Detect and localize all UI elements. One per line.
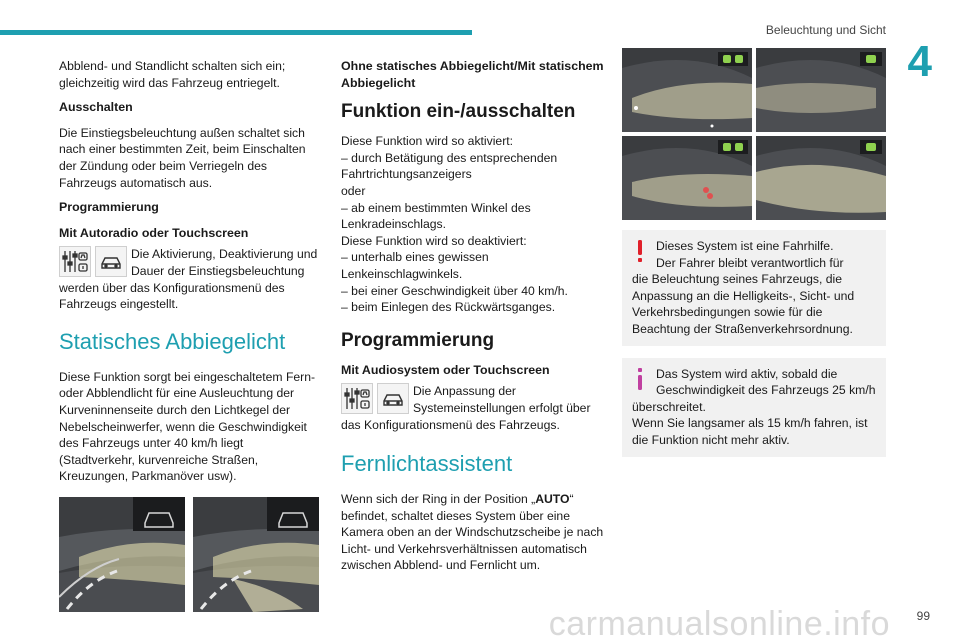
photo-high-beam-2 — [756, 48, 886, 132]
heading-ohne-mit-abbiegelicht: Ohne statisches Abbiegelicht/Mit statischem Abbiegelicht — [341, 59, 604, 90]
header-accent-bar — [0, 30, 472, 35]
warning-exclamation-icon — [632, 239, 648, 263]
info-rest: überschreitet. — [632, 399, 706, 414]
heading-autoradio: Mit Autoradio oder Touchscreen — [59, 225, 249, 240]
info-line-2: Geschwindigkeit des Fahrzeugs 25 km/h — [656, 383, 876, 398]
heading-statisches-abbiegelicht: Statisches Abbiegelicht — [59, 328, 286, 354]
fernlicht-text-post: “ befindet, schaltet dieses System über eine Kamera oben an der Windschutzscheibe je nach Licht- und Verkehrsverhältnissen automatisch zwischen Abblend- und Fernlicht um. — [341, 492, 604, 573]
warning-line-2: Der Fahrer bleibt verantwortlich für — [656, 255, 844, 270]
fernlicht-text-pre: Wenn sich der Ring in der Position „ — [341, 492, 536, 507]
funktion-line: Diese Funktion wird so deaktiviert: — [341, 233, 527, 248]
column-left — [59, 58, 321, 612]
info-paragraph-2: Wenn Sie langsamer als 15 km/h fahren, ist die Funktion nicht mehr aktiv. — [632, 416, 868, 447]
warning-box — [622, 230, 886, 346]
heading-audiosystem: Mit Audiosystem oder Touchscreen — [341, 362, 550, 377]
heading-programmierung-2: Programmierung — [341, 329, 495, 351]
funktion-line: oder — [341, 183, 366, 198]
warning-rest: die Beleuchtung seines Fahrzeugs, die Anpassung an die Helligkeits-, Sicht- und Verkehrsbedingungen sowie für die Beachtung der Straßenverkehrsordnung. — [632, 272, 855, 336]
photo-without-cornering-light — [59, 497, 185, 612]
intro-paragraph: Abblend- und Standlicht schalten sich ein; gleichzeitig wird das Fahrzeug entriegelt. — [59, 59, 286, 90]
funktion-list — [341, 133, 607, 316]
page-section-title: Beleuchtung und Sicht — [765, 23, 886, 37]
heading-ausschalten: Ausschalten — [59, 100, 133, 115]
fernlicht-paragraph — [341, 491, 607, 574]
funktion-line: – ab einem bestimmten Winkel des Lenkradeinschlags. — [341, 200, 531, 232]
heading-programmierung: Programmierung — [59, 200, 159, 215]
heading-fernlichtassistent: Fernlichtassistent — [341, 451, 513, 477]
fernlicht-auto: AUTO — [535, 492, 570, 507]
funktion-line: – bei einer Geschwindigkeit über 40 km/h. — [341, 283, 568, 298]
photo-high-beam-3 — [622, 136, 752, 220]
column-right — [622, 58, 886, 457]
page-number: 99 — [916, 609, 930, 623]
info-icon — [632, 367, 648, 391]
watermark: carmanualsonline.info — [548, 605, 890, 643]
audio-instruction — [341, 383, 607, 433]
settings-sliders-icon — [341, 383, 373, 414]
high-beam-assist-photos — [622, 48, 886, 220]
autoradio-instruction — [59, 246, 321, 312]
vehicle-menu-icon — [95, 246, 127, 277]
vehicle-menu-icon — [377, 383, 409, 414]
warning-line-1: Dieses System ist eine Fahrhilfe. — [656, 239, 834, 253]
photo-with-cornering-light — [193, 497, 319, 612]
funktion-line: – unterhalb eines gewissen Lenkeinschlagwinkels. — [341, 250, 489, 281]
audio-paragraph: Die Anpassung der Systemeinstellungen erfolgt über das Konfigurationsmenü des Fahrzeugs. — [341, 384, 591, 432]
column-middle — [341, 58, 607, 582]
statisch-paragraph: Diese Funktion sorgt bei eingeschaltetem Fern- oder Abblendlicht für eine Ausleuchtung der Kurveninnenseite durch den Lichtkegel der Nebelscheinwerfer, wenn die Geschwindigkeit des Fahrzeugs unter 40 km/h liegt (Stadtverkehr, kurvenreiche Straßen, Kreuzungen, Parkmanöver usw). — [59, 369, 316, 484]
photo-high-beam-4 — [756, 136, 886, 220]
photo-high-beam-1 — [622, 48, 752, 132]
info-line-1: Das System wird aktiv, sobald die — [656, 366, 838, 381]
cornering-light-photos — [59, 497, 321, 612]
heading-funktion: Funktion ein-/ausschalten — [341, 101, 576, 123]
chapter-number: 4 — [907, 37, 932, 86]
funktion-line: – beim Einlegen des Rückwärtsganges. — [341, 300, 556, 315]
info-box — [622, 358, 886, 457]
funktion-line: Diese Funktion wird so aktiviert: — [341, 134, 514, 149]
funktion-line: – durch Betätigung des entsprechenden Fahrtrichtungsanzeigers — [341, 150, 558, 182]
ausschalten-paragraph: Die Einstiegsbeleuchtung außen schaltet sich nach einer bestimmten Zeit, beim Einschalten der Zündung oder beim Verriegeln des Fahrzeugs automatisch aus. — [59, 125, 306, 190]
settings-sliders-icon — [59, 246, 91, 277]
autoradio-paragraph: Die Aktivierung, Deaktivierung und Dauer der Einstiegsbeleuchtung werden über das Konfigurationsmenü des Fahrzeugs eingestellt. — [59, 247, 318, 312]
